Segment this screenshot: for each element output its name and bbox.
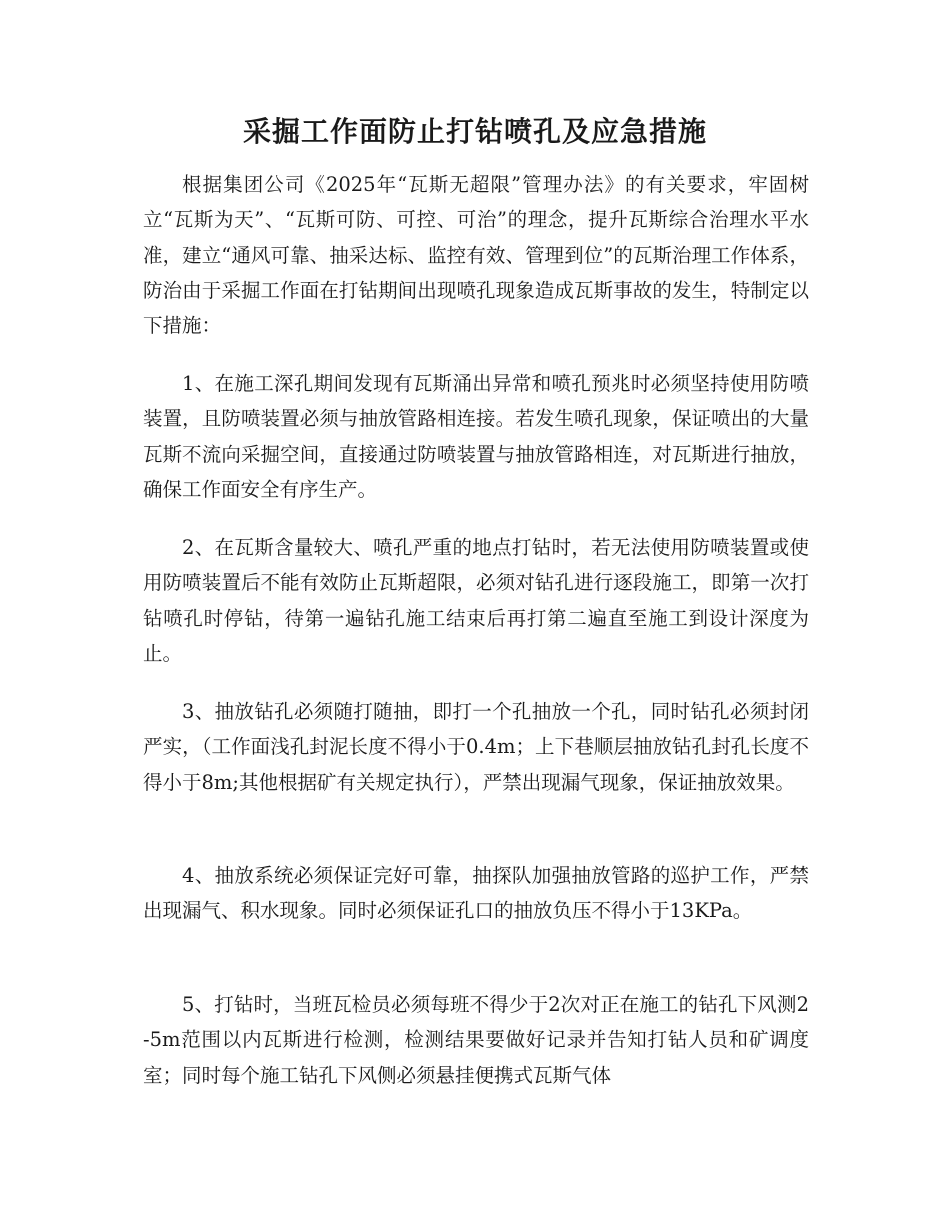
measure-3-paragraph: 3、抽放钻孔必须随打随抽，即打一个孔抽放一个孔，同时钻孔必须封闭严实，（工作面浅孔封泥长度不得小于0.4m；上下巷顺层抽放钻孔封孔长度不得小于8m;其他根据矿有关规定执行），严禁出现漏气现象，保证抽放效果。 [143,700,809,794]
measure-5-paragraph: 5、打钻时，当班瓦检员必须每班不得少于2次对正在施工的钻孔下风测2-5m范围以内瓦斯进行检测，检测结果要做好记录并告知打钻人员和矿调度室；同时每个施工钻孔下风侧必须悬挂便携式瓦斯气体 [143,993,809,1087]
intro-paragraph: 根据集团公司《2025年“瓦斯无超限”管理办法》的有关要求，牢固树立“瓦斯为天”、“瓦斯可防、可控、可治”的理念，提升瓦斯综合治理水平水准，建立“通风可靠、抽采达标、监控有效、管理到位”的瓦斯治理工作体系，防治由于采掘工作面在打钻期间出现喷孔现象造成瓦斯事故的发生，特制定以下措施： [143,173,809,338]
measure-2-paragraph: 2、在瓦斯含量较大、喷孔严重的地点打钻时，若无法使用防喷装置或使用防喷装置后不能有效防止瓦斯超限，必须对钻孔进行逐段施工，即第一次打钻喷孔时停钻，待第一遍钻孔施工结束后再打第二遍直至施工到设计深度为止。 [143,536,809,665]
measure-4-paragraph: 4、抽放系统必须保证完好可靠，抽探队加强抽放管路的巡护工作，严禁出现漏气、积水现象。同时必须保证孔口的抽放负压不得小于13KPa。 [143,864,809,923]
document-title: 采掘工作面防止打钻喷孔及应急措施 [242,115,707,148]
measure-1-paragraph: 1、在施工深孔期间发现有瓦斯涌出异常和喷孔预兆时必须坚持使用防喷装置，且防喷装置必须与抽放管路相连接。若发生喷孔现象，保证喷出的大量瓦斯不流向采掘空间，直接通过防喷装置与抽放管路相连，对瓦斯进行抽放，确保工作面安全有序生产。 [143,372,809,501]
